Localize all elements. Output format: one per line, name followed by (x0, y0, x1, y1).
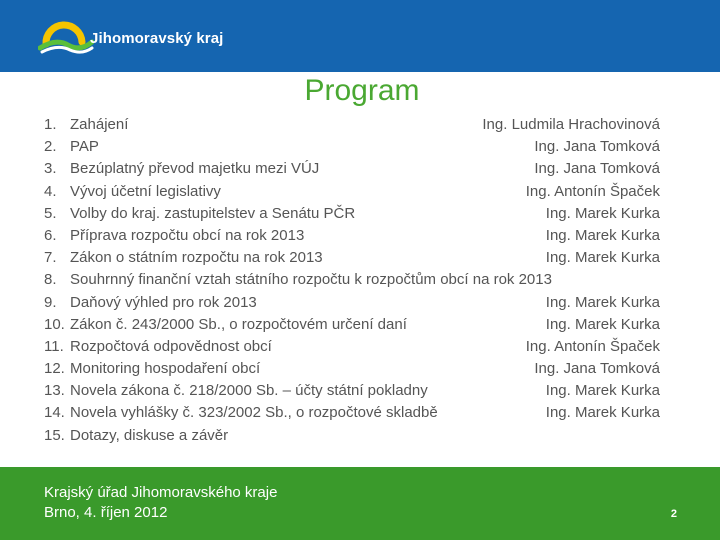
program-item (44, 203, 660, 225)
program-item-speaker: Ing. Jana Tomková (534, 360, 660, 378)
program-item (44, 158, 660, 180)
program-item (44, 425, 660, 447)
program-item (44, 358, 660, 380)
jmk-logo-icon (38, 14, 94, 54)
program-item-topic: Zákon č. 243/2000 Sb., o rozpočtovém určení daní (70, 315, 407, 333)
program-item-number: 1. (44, 116, 57, 133)
footer-date: Brno, 4. říjen 2012 (44, 504, 168, 521)
program-item (44, 247, 660, 269)
program-item-topic: Daňový výhled pro rok 2013 (70, 293, 257, 311)
program-item-speaker: Ing. Ludmila Hrachovinová (482, 116, 660, 133)
program-item-topic: Monitoring hospodaření obcí (70, 360, 261, 378)
program-item-topic: Volby do kraj. zastupitelstev a Senátu PČR (70, 204, 356, 222)
program-item (44, 136, 660, 158)
program-item (44, 380, 660, 402)
program-item-number: 7. (44, 249, 57, 267)
footer-bar (0, 467, 720, 540)
program-item (44, 336, 660, 358)
program-list (44, 114, 660, 447)
program-item-number: 6. (44, 226, 57, 244)
program-item-topic: Novela vyhlášky č. 323/2002 Sb., o rozpočtové skladbě (70, 404, 438, 422)
program-item-topic: Příprava rozpočtu obcí na rok 2013 (70, 226, 305, 244)
page-number: 2 (670, 508, 677, 520)
program-item (44, 269, 660, 291)
program-item-number: 2. (44, 138, 57, 156)
program-item-number: 9. (44, 293, 57, 311)
brand-name: Jihomoravský kraj (90, 30, 224, 47)
program-item-speaker: Ing. Jana Tomková (534, 160, 660, 178)
program-item-topic: Novela zákona č. 218/2000 Sb. – účty státní pokladny (70, 382, 428, 400)
program-item-speaker: Ing. Marek Kurka (545, 249, 660, 267)
program-item-speaker: Ing. Antonín Špaček (525, 337, 660, 355)
footer-organization: Krajský úřad Jihomoravského kraje (44, 484, 278, 501)
program-item (44, 292, 660, 314)
program-item (44, 114, 660, 136)
program-item-speaker: Ing. Marek Kurka (545, 226, 660, 244)
program-item (44, 225, 660, 247)
program-item-topic: Bezúplatný převod majetku mezi VÚJ (70, 160, 320, 178)
program-item-topic: Souhrnný finanční vztah státního rozpočtu k rozpočtům obcí na rok 2013 (70, 271, 552, 289)
program-item-number: 10. (44, 315, 65, 333)
program-item-number: 8. (44, 271, 57, 289)
program-item-number: 12. (44, 360, 65, 378)
program-item-topic: Dotazy, diskuse a závěr (70, 426, 229, 444)
program-item-topic: Zahájení (70, 116, 129, 133)
program-item-number: 3. (44, 160, 57, 178)
program-item-number: 13. (44, 382, 65, 400)
program-item-number: 11. (44, 337, 64, 355)
program-item-speaker: Ing. Marek Kurka (545, 293, 660, 311)
program-item-speaker: Ing. Marek Kurka (545, 204, 660, 222)
program-item-topic: Zákon o státním rozpočtu na rok 2013 (70, 249, 323, 267)
program-item-topic: Vývoj účetní legislativy (70, 182, 221, 200)
program-item-speaker: Ing. Marek Kurka (545, 404, 660, 422)
program-item-number: 5. (44, 204, 57, 222)
program-item (44, 402, 660, 424)
program-item-topic: Rozpočtová odpovědnost obcí (70, 337, 272, 355)
header-bar (0, 0, 720, 72)
program-item-speaker: Ing. Antonín Špaček (525, 182, 660, 200)
program-item-speaker: Ing. Marek Kurka (545, 315, 660, 333)
program-item (44, 181, 660, 203)
program-item-speaker: Ing. Jana Tomková (534, 138, 660, 156)
program-item-number: 4. (44, 182, 57, 200)
program-item-speaker: Ing. Marek Kurka (545, 382, 660, 400)
program-item-number: 14. (44, 404, 65, 422)
page-title: Program (304, 74, 420, 107)
program-item-topic: PAP (70, 138, 99, 156)
program-item (44, 314, 660, 336)
program-item-number: 15. (44, 426, 65, 444)
